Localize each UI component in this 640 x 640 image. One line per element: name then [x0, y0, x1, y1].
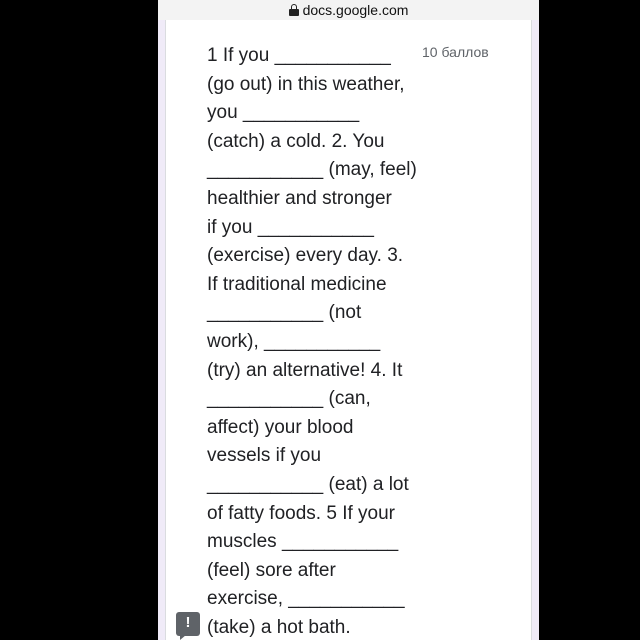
question-line: (take) a hot bath.	[207, 616, 351, 638]
question-line: (try) an alternative! 4. It	[207, 359, 403, 381]
question-line: ___________ (eat) a lot	[207, 473, 409, 495]
question-line: ___________ (may, feel)	[207, 159, 417, 181]
question-line: 1 If you ___________	[207, 45, 391, 66]
question-line: If traditional medicine	[207, 273, 387, 295]
question-line: work), ___________	[207, 330, 381, 352]
question-line: affect) your blood	[207, 416, 354, 438]
question-line: (catch) a cold. 2. You	[207, 130, 385, 152]
question-line: (go out) in this weather,	[207, 73, 405, 95]
report-feedback-button[interactable]	[176, 612, 200, 636]
question-line: healthier and stronger	[207, 187, 392, 209]
question-line: of fatty foods. 5 If your	[207, 502, 395, 524]
url-text[interactable]: docs.google.com	[302, 2, 409, 18]
question-line: ___________ (can,	[207, 388, 371, 410]
question-card	[165, 20, 532, 640]
exclamation-icon: !	[185, 614, 191, 631]
question-line: vessels if you	[207, 445, 322, 467]
question-line: ___________ (not	[207, 302, 362, 324]
question-line: (feel) sore after	[207, 559, 336, 581]
question-line: if you ___________	[207, 216, 374, 238]
question-line: exercise, ___________	[207, 588, 405, 610]
question-line: you ___________	[207, 102, 360, 124]
question-line: muscles ___________	[207, 531, 399, 553]
browser-viewport	[158, 0, 539, 640]
question-text	[207, 42, 419, 640]
address-bar[interactable]	[158, 0, 539, 20]
lock-icon	[289, 4, 299, 16]
question-points: 10 баллов	[422, 44, 489, 60]
question-line: (exercise) every day. 3.	[207, 245, 404, 267]
